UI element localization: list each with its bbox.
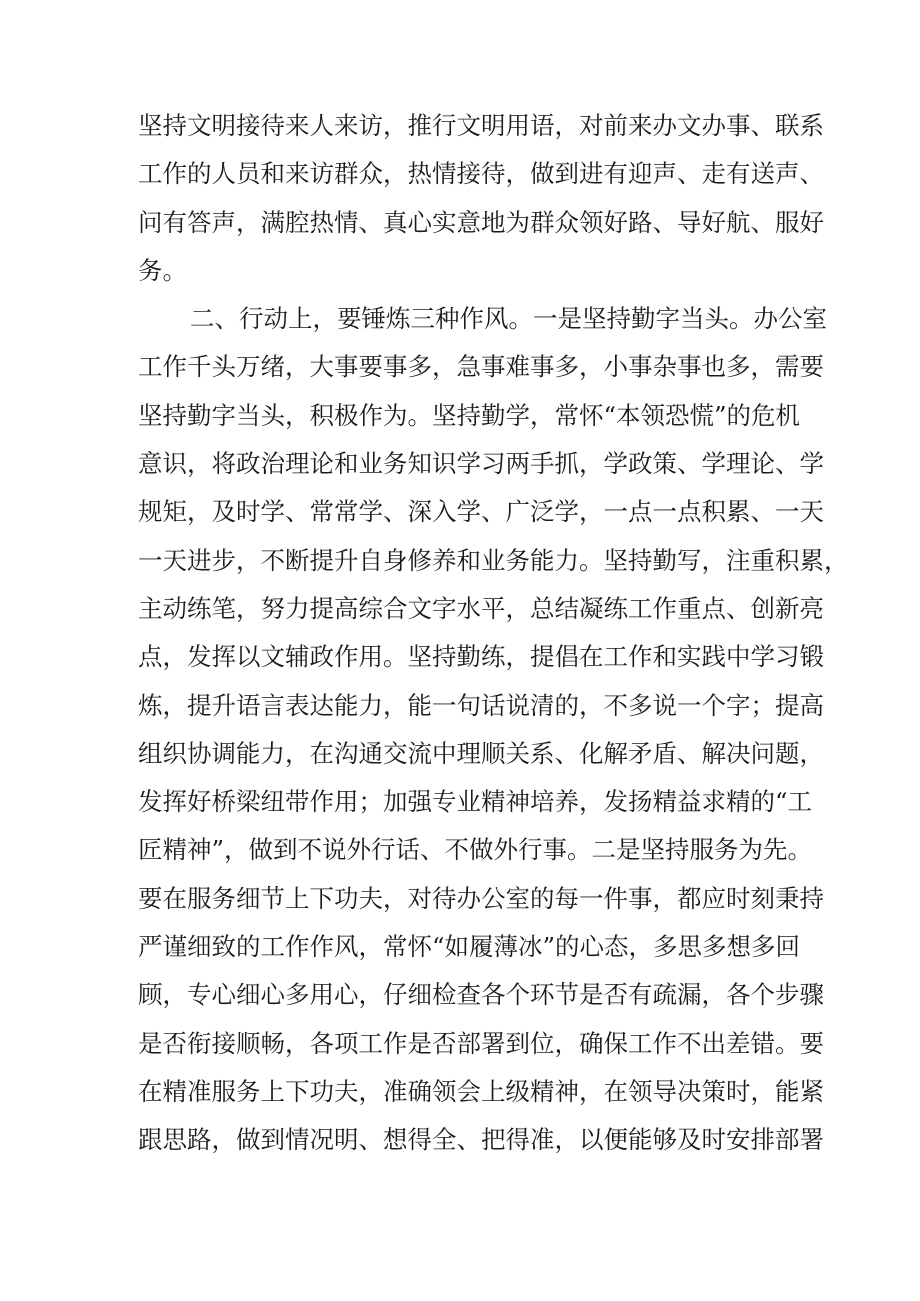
text-line: 点，发挥以文辅政作用。坚持勤练，提倡在工作和实践中学习锻 [138,642,824,672]
paragraph-work-style [138,295,849,1164]
text-line: 意识，将政治理论和业务知识学习两手抓，学政策、学理论、学 [138,449,824,479]
text-line: 规矩，及时学、常常学、深入学、广泛学，一点一点积累、一天 [138,497,824,527]
text-line: 跟思路，做到情况明、想得全、把得准，以便能够及时安排部署 [138,1125,824,1155]
text-line: 要在服务细节上下功夫，对待办公室的每一件事，都应时刻秉持 [138,883,824,913]
paragraph-reception [138,102,824,295]
text-line: 匠精神”，做到不说外行话、不做外行事。二是坚持服务为先。 [138,835,813,865]
text-line: 组织协调能力，在沟通交流中理顺关系、化解矛盾、解决问题， [138,738,824,768]
text-line: 问有答声，满腔热情、真心实意地为群众领好路、导好航、服好 [138,207,824,237]
text-line: 炼，提升语言表达能力，能一句话说清的，不多说一个字；提高 [138,690,824,720]
text-line: 是否衔接顺畅，各项工作是否部署到位，确保工作不出差错。要 [138,1028,824,1058]
document-body [138,102,849,1165]
text-line: 在精准服务上下功夫，准确领会上级精神，在领导决策时，能紧 [138,1076,824,1106]
text-line: 工作的人员和来访群众，热情接待，做到进有迎声、走有送声、 [138,159,824,189]
text-line: 主动练笔，努力提高综合文字水平，总结凝练工作重点、创新亮 [138,593,824,623]
text-line: 坚持勤字当头，积极作为。坚持勤学，常怀“本领恐慌”的危机 [138,400,801,430]
text-line: 二、行动上，要锤炼三种作风。一是坚持勤字当头。办公室 [190,304,827,334]
text-line: 顾，专心细心多用心，仔细检查各个环节是否有疏漏，各个步骤 [138,980,824,1010]
text-line: 严谨细致的工作作风，常怀“如履薄冰”的心态，多思多想多回 [138,932,801,962]
text-line: 务。 [138,255,187,285]
text-line: 发挥好桥梁纽带作用；加强专业精神培养，发扬精益求精的“工 [138,787,813,817]
text-line: 坚持文明接待来人来访，推行文明用语，对前来办文办事、联系 [138,111,824,140]
text-line: 一天进步，不断提升自身修养和业务能力。坚持勤写，注重积累， [138,545,849,575]
text-line: 工作千头万绪，大事要事多，急事难事多，小事杂事也多，需要 [138,352,824,382]
